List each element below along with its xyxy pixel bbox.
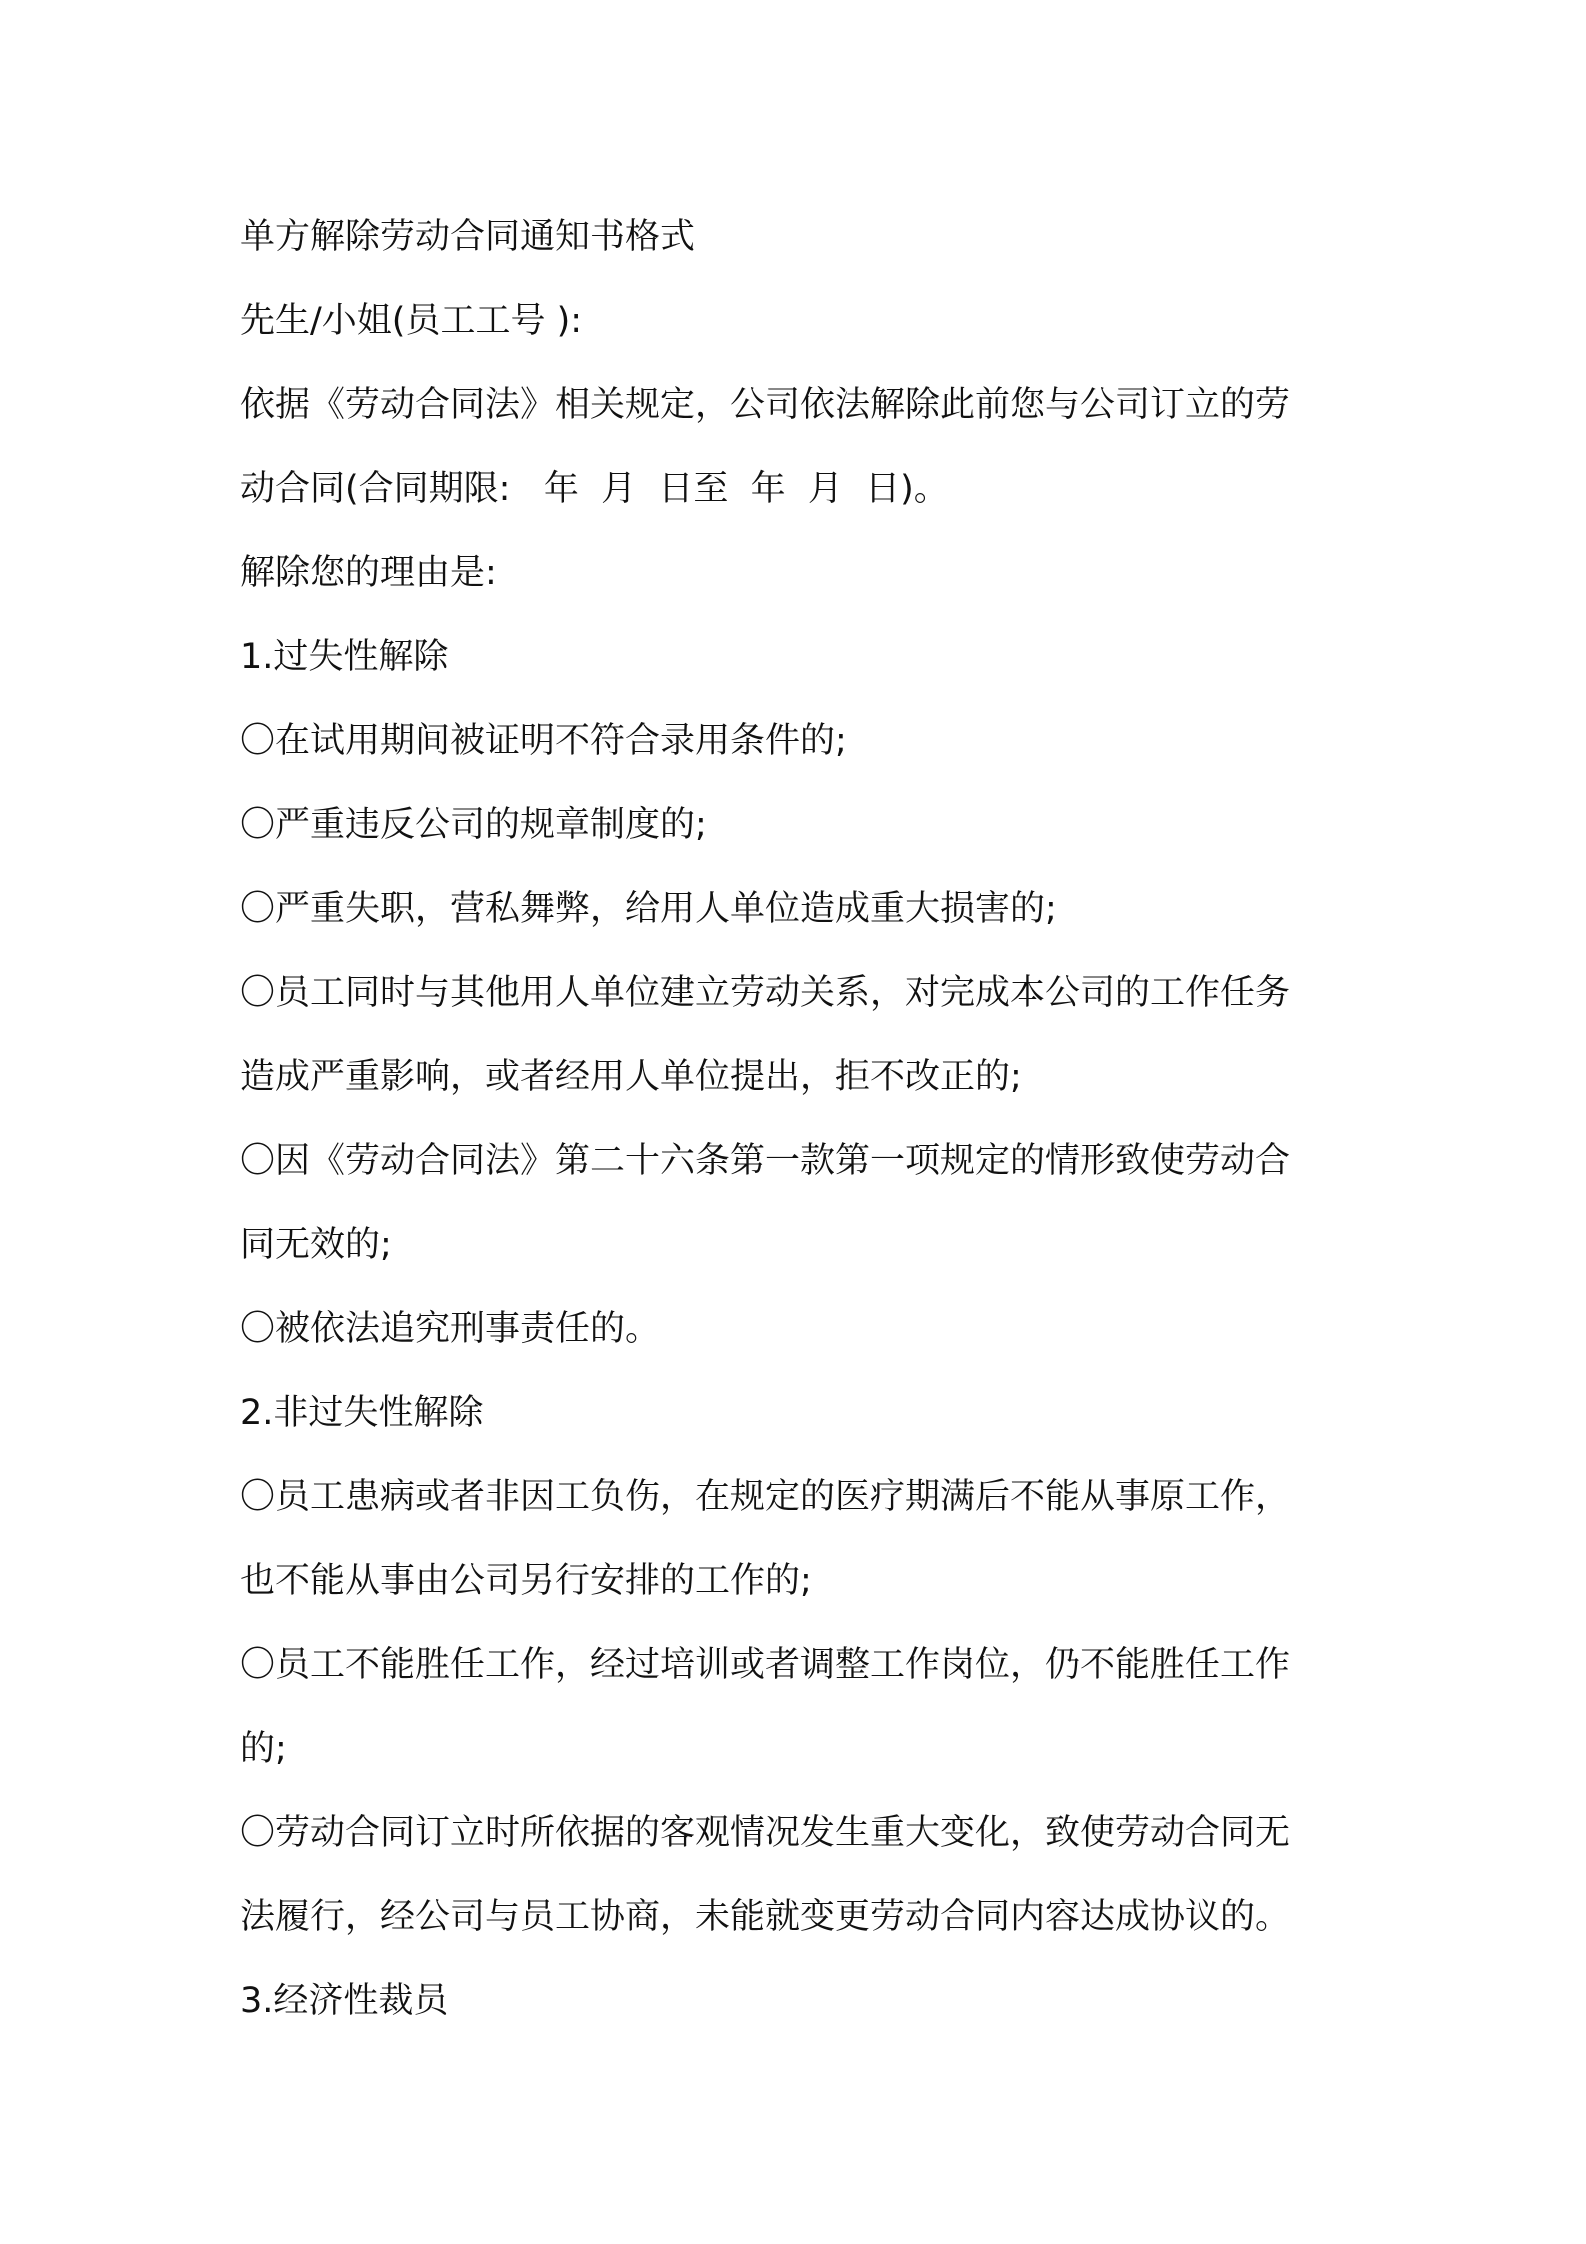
list-item-continuation: 同无效的; [240,1225,392,1265]
list-item: 〇被依法追究刑事责任的。 [240,1309,661,1349]
salutation: 先生/小姐(员工工号 ): [240,301,583,341]
list-item: 〇严重违反公司的规章制度的; [240,805,707,845]
section-heading: 3.经济性裁员 [240,1981,449,2021]
list-item-continuation: 造成严重影响，或者经用人单位提出，拒不改正的; [240,1057,1022,1097]
section-heading: 1.过失性解除 [240,637,449,677]
list-item: 〇严重失职，营私舞弊，给用人单位造成重大损害的; [240,889,1057,929]
list-item-continuation: 也不能从事由公司另行安排的工作的; [240,1561,812,1601]
reason-heading: 解除您的理由是: [240,553,497,593]
list-item: 〇因《劳动合同法》第二十六条第一款第一项规定的情形致使劳动合 [240,1141,1291,1181]
list-item: 〇在试用期间被证明不符合录用条件的; [240,721,847,761]
list-item: 〇劳动合同订立时所依据的客观情况发生重大变化，致使劳动合同无 [240,1813,1291,1853]
notice-document [240,195,1360,2043]
intro-line: 依据《劳动合同法》相关规定，公司依法解除此前您与公司订立的劳 [240,385,1291,425]
list-item-continuation: 法履行，经公司与员工协商，未能就变更劳动合同内容达成协议的。 [240,1897,1291,1937]
document-title: 单方解除劳动合同通知书格式 [240,217,696,257]
list-item: 〇员工患病或者非因工负伤，在规定的医疗期满后不能从事原工作， [240,1477,1291,1517]
list-item-continuation: 的; [240,1729,287,1769]
list-item: 〇员工同时与其他用人单位建立劳动关系，对完成本公司的工作任务 [240,973,1291,1013]
section-heading: 2.非过失性解除 [240,1393,484,1433]
list-item: 〇员工不能胜任工作，经过培训或者调整工作岗位，仍不能胜任工作 [240,1645,1291,1685]
intro-line: 动合同(合同期限: 年 月 日至 年 月 日)。 [240,469,949,509]
